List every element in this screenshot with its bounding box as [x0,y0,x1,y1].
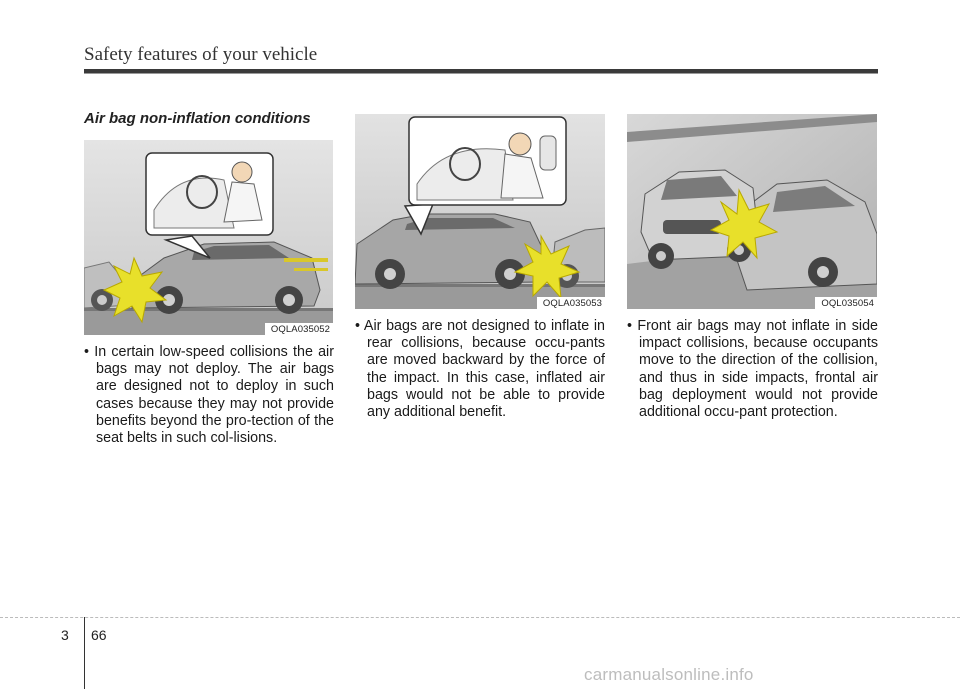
rear-collision-illustration [355,114,605,309]
figure-side-impact [627,114,877,309]
footer-divider [0,617,960,618]
footer-vertical-rule [84,617,85,689]
figure-code-label: OQL035054 [815,297,877,309]
figure-low-speed-collision [84,140,333,335]
bullet-text: In certain low-speed collisions the air bags may not deploy. The air bags are designed not to deploy in such cases because they may not provide benefits beyond the pro-tection of the seat belts in such col-lisions. [94,344,334,447]
bullet-side-impact: • Front air bags may not inflate in side impact collisions, because occupants move to the direction of the collision, and thus in side impacts, frontal air bag deployment would not provide additional occu-pant protection. [627,318,878,421]
section-number: 3 [61,627,69,643]
section-heading: Air bag non-inflation conditions [84,110,311,127]
bullet-rear-collision: • Air bags are not designed to inflate in rear collisions, because occu-pants are moved backward by the force of the impact. In this case, inflated air bags would not be able to provide any additional benefit. [355,318,605,421]
bullet-low-speed-collision: • In certain low-speed collisions the air bags may not deploy. The air bags are designed not to deploy in such cases because they may not provide benefits beyond the pro-tection of the seat belts in such col-lisions. [84,344,334,447]
header-divider-thin [84,73,878,74]
low-speed-collision-illustration [84,140,333,335]
bullet-text: Front air bags may not inflate in side impact collisions, because occupants move to the direction of the collision, and thus in side impacts, frontal air bag deployment would not provide additional occu-pant protection. [637,318,878,421]
page-number: 66 [91,627,107,643]
page-header-title: Safety features of your vehicle [84,44,318,65]
figure-code-label: OQLA035053 [537,297,605,309]
watermark: carmanualsonline.info [584,665,754,684]
bullet-text: Air bags are not designed to inflate in rear collisions, because occu-pants are moved backward by the force of the impact. In this case, inflated air bags would not be able to provide any additional benefit. [363,318,605,421]
side-impact-illustration [627,114,877,309]
figure-code-label: OQLA035052 [265,323,333,335]
figure-rear-collision [355,114,605,309]
